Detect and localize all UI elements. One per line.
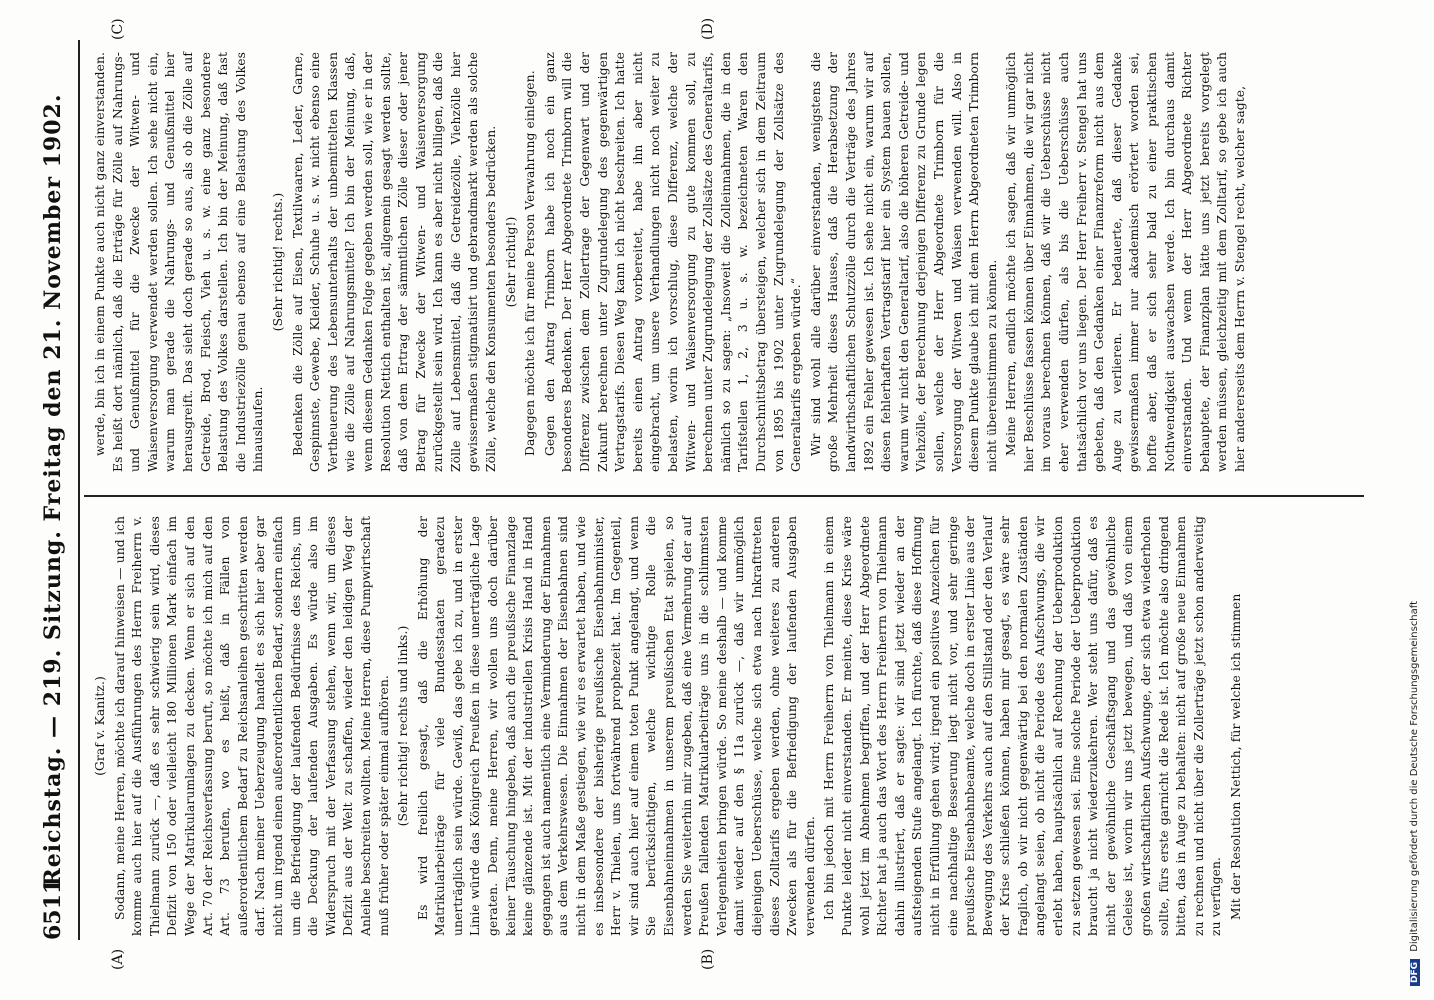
paragraph: Bedenken die Zölle auf Eisen, Textilwaaren, Leder, Garne, Gespinnste, Gewebe, Kleider, Schuhe u. s. w. nicht ebenso eine Vertheuerung des Lebensunterhalts der unbemittelten Klassen wie die Zölle auf Nahrungsmittel? Ich bin der Meinung, daß, wenn diesem Gedanken Folge gegeben werden soll, wie er in der Resolution Nettich enthalten ist, allgemein gesagt werden sollte, daß von dem Ertrag der sämmtlichen Zölle dieser oder jener Betrag für Zwecke der Witwen- und Waisenversorgung zurückgestellt sein wird. Ich kann es aber nicht billigen, daß die Zölle auf Lebensmittel, daß die Getreidezölle, Viehzölle hier gewissermaßen stigmatisirt und gebrandmarkt werden als solche Zölle, welche den Konsumenten besonders bedrücken. xyxy=(290,52,499,472)
paragraph: Gegen den Antrag Trimborn habe ich noch ein ganz besonderes Bedenken. Der Herr Abgeordnete Trimborn will die Differenz zwischen dem Zollertrage der Gegenwart und der Zukunft berechnen unter Zugrundelegung des gegenwärtigen Vertragstarifs. Diesen Weg kann ich nicht beschreiten. Ich hatte bereits einen Antrag vorbereitet, habe ihn aber nicht eingebracht, um unsere Verhandlungen nicht noch weiter zu belasten, worin ich vorschlug, diese Differenz, welche der Witwen- und Waisenversorgung zu gute kommen soll, zu berechnen unter Zugrundelegung der Zollsätze des Generaltarifs, nämlich so zu sagen: „Insoweit die Zolleinnahmen, die in den Tarifstellen 1, 2, 3 u. s. w. bezeichneten Waren den Durchschnittsbetrag übersteigen, welcher sich in dem Zeitraum von 1895 bis 1902 unter Zugrundelegung der Zollsätze des Generaltarifs ergeben würde.“ xyxy=(542,52,804,472)
page-title: Reichstag. — 219. Sitzung. Freitag den 21. November 1902. xyxy=(40,93,66,887)
column-divider xyxy=(84,495,1364,497)
paragraph: Ich bin jedoch mit Herrn Freiherrn von Thielmann in einem Punkte leider nicht einverstanden. Er meinte, diese Krise wäre wohl jetzt im Abnehmen begriffen, und der Herr Abgeordnete Richter hat ja auch das Wort des Herrn Freiherrn von Thielmann dahin illustriert, daß er sagte: wir sind jetzt wieder an der aufsteigenden Stufe angelangt. Ich fürchte, daß diese Hoffnung nicht in Erfüllung gehen wird; irgend ein positives Anzeichen für eine nachhaltige Besserung liegt nicht vor, und sehr geringe preußische Eisenbahnbeamte, welche doch in erster Linie aus der Bewegung des Verkehrs auch auf den Stillstand oder den Verlauf der Krise schließen können, haben mir gesagt, es wäre sehr fraglich, ob wir nicht gegenwärtig bei den normalen Zuständen angelangt seien, ob nicht die Periode des Aufschwungs, die wir erlebt haben, hauptsächlich auf Rechnung der Ueberproduktion zu setzen gewesen sei. Eine solche Periode der Ueberproduktion braucht ja nicht wiederzukehren. Wer steht uns dafür, daß es nicht der gewöhnliche Geschäftsgang und das gewöhnliche Geleise ist, worin wir uns jetzt bewegen, und daß von einem großen wirtschaftlichen Aufschwunge, der sich etwa wiederholen sollte, fürs erste garnicht die Rede ist. Ich möchte also dringend bitten, das in Auge zu behalten: nicht auf große neue Einnahmen zu rechnen und nicht über die Zollerträge jetzt schon anderweitig zu verfügen. xyxy=(822,516,1224,936)
interjection: (Sehr richtig! rechts und links.) xyxy=(396,625,411,827)
paragraph: Dagegen möchte ich für meine Person Verwahrung einlegen. xyxy=(523,70,538,456)
interjection: (Sehr richtig!) xyxy=(503,216,518,308)
margin-marker-b: (B) xyxy=(700,948,716,970)
speaker-label: (Graf v. Kanitz.) xyxy=(93,676,107,776)
page-number: 6511 xyxy=(40,878,66,940)
dfg-logo: DFG xyxy=(1410,959,1420,986)
paragraph: Meine Herren, endlich möchte ich sagen, daß wir unmöglich hier Beschlüsse fassen können über Einnahmen, die wir gar nicht im voraus berechnen können, daß wir die Ueberschüsse nicht eher verwenden dürfen, als bis die Ueberschüsse auch thatsächlich vor uns liegen. Der Herr Freiherr v. Stengel hat uns gebeten, daß den Gedanken einer Finanzreform nicht aus dem Auge zu verlieren. Er bedauerte, daß dieser Gedanke gewissermaßen immer nur akademisch erörtert worden sei, hoffte aber, daß er sich sehr bald zu einer praktischen Nothwendigkeit auswachsen werde. Ich bin durchaus damit einverstanden. Und wenn der Herr Abgeordnete Richter behauptete, der Finanzplan hätte uns jetzt bereits vorgelegt werden müssen, gleichzeitig mit dem Zolltarif, so gebe ich auch hier andererseits dem Herrn v. Stengel recht, welcher sagte, xyxy=(1004,52,1247,472)
margin-marker-a: (A) xyxy=(110,948,126,970)
text-column-left xyxy=(92,516,1248,936)
paragraph: Mit der Resolution Nettich, für welche ich stimmen xyxy=(1229,593,1243,920)
paragraph: Sodann, meine Herren, möchte ich darauf hinweisen — und ich komme auch hier auf die Ausführungen des Herrn Freiherrn v. Thielmann zurück —, daß es sehr schwierig sein wird, dieses Defizit von 150 oder vielleicht 180 Millionen Mark einfach im Wege der Matrikularumlagen zu decken. Wenn er sich auf den Art. 70 der Reichsverfassung beruft, so möchte ich mich auf den Art. 73 berufen, wo es heißt, daß in Fällen von außerordentlichem Bedarf zu Reichsanleihen geschritten werden darf. Nach meiner Ueberzeugung handelt es sich hier aber gar nicht um irgend einen außerordentlichen Bedarf, sondern einfach um die Befriedigung der laufenden Bedürfnisse des Reichs, um die Deckung der laufenden Ausgaben. Es würde also im Widerspruch mit der Verfassung stehen, wenn wir, um dieses Defizit aus der Welt zu schaffen, wieder den leidigen Weg der Anleihe beschreiten wollten. Meine Herren, diese Pumpwirtschaft muß früher oder später einmal aufhören. xyxy=(112,516,391,936)
page-header xyxy=(34,40,74,940)
interjection: (Sehr richtig! rechts.) xyxy=(270,192,285,332)
paragraph: werde, bin ich in einem Punkte auch nicht ganz einverstanden. Es heißt dort nämlich, daß die Erträge für Zölle auf Nahrungs- und Genußmittel für die Zwecke der Witwen- und Waisenversorgung verwendet werden sollen. Ich sehe nicht ein, warum man gerade die Nahrungs- und Genußmittel hier herausgreift. Das sieht doch gerade so aus, als ob die Zölle auf Getreide, Brod, Fleisch, Vieh u. s. w. eine ganz besondere Belastung des Volkes darstellen. Ich bin der Meinung, daß fast die Industriezölle genau ebenso auf eine Belastung des Volkes hinauslaufen. xyxy=(93,52,266,472)
digitization-footer xyxy=(1409,601,1420,986)
paragraph: Es wird freilich gesagt, daß die Erhöhung der Matrikularbeiträge für viele Bundesstaaten geradezu unerträglich sein würde. Gewiß, das gebe ich zu, und in erster Linie würde das Königreich Preußen in diese unerträgliche Lage geraten. Denn, meine Herren, wir wollen uns doch darüber keiner Täuschung hingeben, daß auch die preußische Finanzlage keine glänzende ist. Mit der industriellen Krisis Hand in Hand gegangen ist auch namentlich eine Verminderung der Einnahmen aus dem Verkehrswesen. Die Einnahmen der Eisenbahnen sind nicht in dem Maße gestiegen, wie wir es erwartet haben, und wie es insbesondere der bisherige preußische Eisenbahnminister, Herr v. Thielen, uns fortwährend prophezeit hat. Im Gegenteil, wir sind auch hier auf einem toten Punkt angelangt, und wenn Sie berücksichtigen, welche wichtige Rolle die Eisenbahneinnahmen in unserem preußischen Etat spielen, so werden Sie weiterhin mir zugeben, daß eine Vermehrung der auf Preußen fallenden Matrikularbeiträge uns in die schlimmsten Verlegenheiten bringen würde. So meine deshalb — und komme damit wieder auf den § 11a zurück —, daß wir unmöglich diejenigen Ueberschüsse, welche sich etwa nach Inkrafttreten dieses Zolltarifs ergeben werden, ohne weiteres zu anderen Zwecken als für die Befriedigung der laufenden Ausgaben verwenden dürfen. xyxy=(415,516,817,936)
header-rule xyxy=(78,40,80,940)
text-column-right xyxy=(92,52,1252,472)
margin-marker-c: (C) xyxy=(110,18,126,40)
paragraph: Wir sind wohl alle darüber einverstanden, wenigstens die große Mehrheit dieses Hauses, daß die Herabsetzung der landwirthschaftlichen Schutzzölle durch die Verträge des Jahres 1892 ein Fehler gewesen ist. Ich sehe nicht ein, warum wir auf diesen fehlerhaften Vertragstarif hier ein System bauen sollen, warum wir nicht den Generaltarif, also die höheren Getreide- und Viehzölle, der Berechnung derjenigen Differenz zu Grunde legen sollen, welche der Herr Abgeordnete Trimborn für die Versorgung der Witwen und Waisen verwenden will. Also in diesem Punkte glaube ich mit dem Herrn Abgeordneten Trimborn nicht übereinstimmen zu können. xyxy=(808,52,999,472)
footer-text: Digitalisierung gefördert durch die Deutsche Forschungsgemeinschaft xyxy=(1409,600,1420,952)
margin-marker-d: (D) xyxy=(700,17,716,40)
